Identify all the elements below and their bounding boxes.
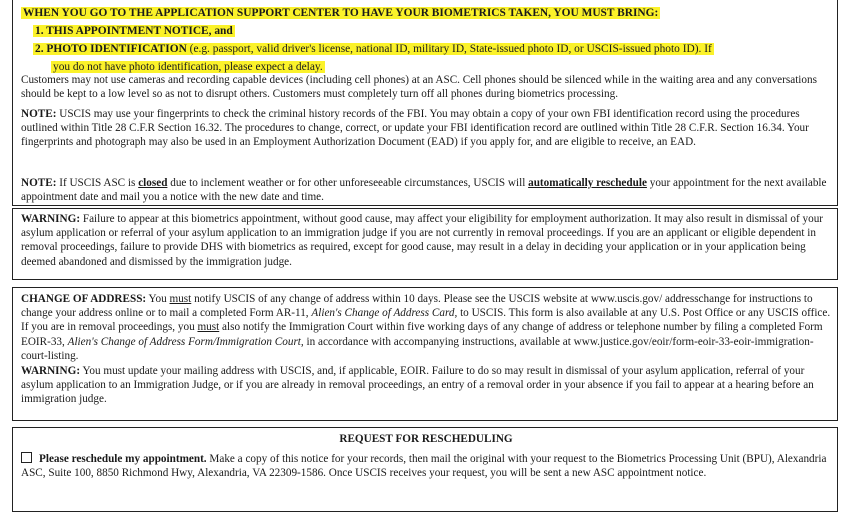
warning-label: WARNING:	[21, 213, 81, 225]
rescheduling-heading: REQUEST FOR RESCHEDULING	[339, 433, 513, 445]
change-of-address-label: CHANGE OF ADDRESS:	[21, 293, 147, 305]
address-update-warning	[21, 364, 831, 407]
failure-to-appear-warning	[21, 212, 831, 269]
photo-id-examples: (e.g. passport, valid driver's license, national ID, military ID, State-issued photo ID, or USCIS-issued photo ID). If	[189, 43, 712, 55]
reschedule-checkbox[interactable]	[21, 452, 32, 463]
devices-policy-text: Customers may not use cameras and recording capable devices (including cell phones) at an ASC. Cell phones should be silenced while in the waiting area and any conversations should be kept to a low level so as not to disrupt others. Customers must completely turn off all phones during biometrics processing.	[21, 74, 817, 101]
form-eoir33-title: Alien's Change of Address Form/Immigration Court,	[67, 335, 304, 348]
reschedule-option-label: Please reschedule my appointment.	[39, 453, 207, 465]
must-bring-item-notice: 1. THIS APPOINTMENT NOTICE, and	[35, 25, 233, 37]
fbi-records-note	[21, 107, 831, 150]
reschedule-option	[21, 452, 831, 480]
warning-text: You must update your mailing address with USCIS, and, if applicable, EOIR. Failure to do so may result in dismissal of your asylum application, referral of your asylum application to an Immigration Judge, or if you are already in removal proceedings, an entry of a removal order in your absence if you fail to appear at a hearing before an immigration judge.	[21, 365, 814, 406]
note-text: USCIS may use your fingerprints to check the criminal history records of the FBI. You may obtain a copy of your own FBI identification record using the procedures outlined within Title 28 C.F.R Section 16.32. The procedures to change, correct, or update your FBI identification record are outlined within Title 28 C.F.R. Section 16.34. Your fingerprints and photograph may also be used in an Employment Authorization Document (EAD) if you apply for, and are eligible to receive, an EAD.	[21, 108, 809, 149]
form-ar11-title: Alien's Change of Address Card,	[311, 307, 458, 320]
must-bring-heading: WHEN YOU GO TO THE APPLICATION SUPPORT CENTER TO HAVE YOUR BIOMETRICS TAKEN, YOU MUST BRING:	[23, 7, 659, 19]
warning-text: Failure to appear at this biometrics appointment, without good cause, may affect your eligibility for employment authorization. It may also result in dismissal of your asylum application or referral of your asylum application to an immigration judge if you are not currently in removal proceedings. If you are an applicant or eligible dependent in removal proceedings, failure to provide DHS with biometrics as required, except for good cause, may result in a delay in deciding your application or in your application being deemed abandoned and dismissed by the immigration judge.	[21, 213, 824, 268]
closed-emphasis: closed	[138, 177, 168, 189]
failure-to-appear-warning-section	[12, 208, 838, 280]
note-label: NOTE:	[21, 108, 57, 120]
photo-id-delay-note: you do not have photo identification, please expect a delay.	[53, 61, 323, 73]
change-of-address-section	[12, 287, 838, 421]
closure-note: NOTE: If USCIS ASC is closed due to inclement weather or for other unforeseeable circumstances, USCIS will automatically reschedule your appointment for the next available appointment date and mail you a notice with the new date and time.	[21, 177, 827, 204]
rescheduling-section	[12, 427, 838, 512]
change-of-address-text: CHANGE OF ADDRESS: You must notify USCIS of any change of address within 10 days. Please see the USCIS website at www.uscis.gov/ addresschange for instructions to change your address online or to mail a completed Form AR-11, Alien's Change of Address Card, to USCIS. This form is also available at any U.S. Post Office or any USCIS office. If you are in removal proceedings, you must also notify the Immigration Court within five working days of any change of address or telephone number by filing a completed Form EOIR-33, Alien's Change of Address Form/Immigration Court, in accordance with accompanying instructions, available at www.justice.gov/eoir/form-eoir-33-eoir-immigration-court-listing.	[21, 293, 831, 362]
reschedule-instructions: Make a copy of this notice for your records, then mail the original with your request to the Biometrics Processing Unit (BPU), Alexandria ASC, Suite 100, 8850 Richmond Hwy, Alexandria, VA 22309-1586. Once USCIS receives your request, you will be sent a new ASC appointment notice.	[21, 453, 827, 480]
must-bring-highlight	[21, 3, 791, 75]
biometrics-instructions-section	[12, 0, 838, 206]
note-label: NOTE:	[21, 177, 57, 189]
must-bring-item-photo-id: 2. PHOTO IDENTIFICATION	[35, 43, 187, 55]
warning-label: WARNING:	[21, 365, 81, 377]
auto-reschedule-emphasis: automatically reschedule	[528, 177, 647, 189]
